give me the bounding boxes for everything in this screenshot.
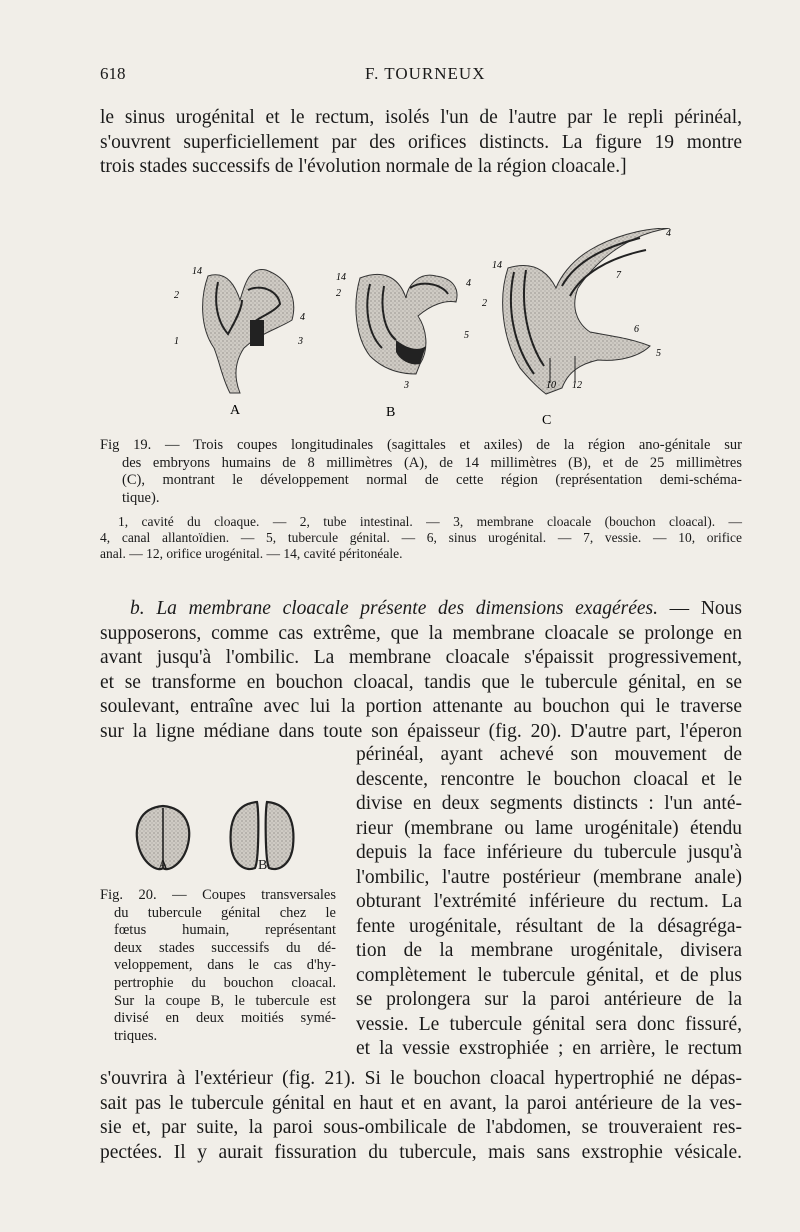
text-line: divise en deux segments distincts : l'un anté- (356, 793, 742, 814)
text-line: sur la ligne médiane dans toute son épaisseur (fig. 20). D'autre part, l'éperon (100, 720, 742, 742)
fig20-label-a: A (158, 858, 169, 873)
caption-line: tique). (122, 489, 160, 506)
fig19-ref: 12 (572, 380, 582, 391)
fig19-ref: 2 (174, 290, 179, 301)
fig19-ref: 5 (464, 330, 469, 341)
text-line: supposerons, comme cas extrême, que la membrane cloacale se prolonge en (100, 622, 742, 644)
fig19-ref: 6 (634, 324, 639, 335)
fig19-ref: 7 (616, 270, 621, 281)
caption-line: (C), montrant le développement normal de cette région (représentation demi-schéma- (122, 472, 742, 488)
text-line: pectées. Il y aurait fissuration du tubercule, mais sans exstrophie vésicale. (100, 1141, 742, 1163)
fig19-label-a: A (230, 403, 241, 418)
text-line: trois stades successifs de l'évolution normale de la région cloacale.] (100, 156, 627, 177)
figure-20-caption (100, 887, 336, 1045)
section-b-heading-rest: — Nous (669, 598, 743, 619)
section-b-heading: La membrane cloacale présente des dimensions exagérées. (156, 598, 658, 619)
figure-20-illustration (125, 768, 315, 878)
caption-line: pertrophie du bouchon cloacal. (114, 974, 336, 991)
fig19-label-c: C (542, 413, 552, 428)
caption-line: Sur la coupe B, le tubercule est (114, 992, 336, 1009)
text-line: sait pas le tubercule génital en haut et en avant, la paroi antérieure de la ves- (100, 1092, 742, 1114)
running-title: F. TOURNEUX (365, 64, 486, 83)
caption-line: des embryons humains de 8 millimètres (A), de 14 millimètres (B), et de 25 millimètres (122, 454, 742, 471)
legend-line: anal. — 12, orifice urogénital. — 14, cavité péritonéale. (100, 546, 403, 561)
fig19-ref: 4 (666, 228, 671, 239)
legend-line: 1, cavité du cloaque. — 2, tube intestinal. — 3, membrane cloacale (bouchon cloacal). — (118, 514, 742, 529)
text-line: vessie. Le tubercule génital sera donc fissuré, (356, 1013, 742, 1035)
fig19-ref: 14 (492, 260, 502, 271)
caption-line: fœtus humain, représentant (114, 922, 336, 939)
text-line: fente urogénitale, résultant de la désagréga- (356, 915, 742, 937)
text-line: tion de la membrane urogénitale, divisera (356, 940, 742, 961)
text-line: s'ouvrira à l'extérieur (fig. 21). Si le bouchon cloacal hypertrophié ne dépas- (100, 1068, 742, 1089)
panel-b-drawing (356, 274, 457, 374)
fig19-ref: 2 (482, 298, 487, 309)
fig19-label-b: B (386, 405, 396, 420)
text-line: obturant l'extrémité inférieure du rectum. La (356, 891, 742, 912)
text-line: complètement le tubercule génital, et de plus (356, 964, 742, 986)
running-header (100, 64, 740, 90)
text-line: et la vessie exstrophiée ; en arrière, le rectum (356, 1038, 742, 1059)
figure-19-legend (100, 514, 742, 562)
text-line: depuis la face inférieure du tubercule jusqu'à (356, 842, 742, 863)
text-line: descente, rencontre le bouchon cloacal et le (356, 768, 742, 790)
fig19-ref: 10 (546, 380, 556, 391)
intro-paragraph (100, 106, 742, 180)
figure-19-caption (100, 437, 742, 507)
section-b-paragraph (100, 597, 742, 744)
fig19-ref: 4 (300, 312, 305, 323)
caption-line: deux stades successifs du dé- (114, 939, 336, 956)
text-line: soulevant, entraîne avec lui la portion attenante au bouchon qui le traverse (100, 696, 742, 717)
fig19-ref: 2 (336, 288, 341, 299)
text-line: se prolongera sur la paroi antérieure de la (356, 989, 742, 1010)
text-line: rieur (membrane ou lame urogénitale) étendu (356, 817, 742, 839)
text-line: périnéal, ayant achevé son mouvement de (356, 744, 742, 765)
fig19-ref: 5 (656, 348, 661, 359)
fig19-ref: 14 (192, 266, 202, 277)
text-line: s'ouvrent superficiellement par des orifices distincts. La figure 19 montre (100, 131, 742, 153)
section-b-marker: b. (130, 598, 145, 619)
fig19-ref: 3 (298, 336, 303, 347)
fig19-ref: 1 (174, 336, 179, 347)
text-line: l'ombilic, l'autre postérieur (membrane anale) (356, 866, 742, 888)
panel-c-drawing (503, 228, 670, 394)
caption-line: divisé en deux moitiés symé- (114, 1010, 336, 1027)
caption-line: du tubercule génital chez le (114, 904, 336, 921)
caption-line: triques. (114, 1027, 158, 1044)
panel-a-drawing (203, 270, 294, 393)
section-b-heading-line (100, 597, 742, 622)
text-line: sie et, par suite, la paroi sous-ombilicale de l'abdomen, se trouveraient res- (100, 1117, 742, 1138)
right-column-text (356, 743, 742, 1062)
caption-line: veloppement, dans le cas d'hy- (114, 957, 336, 974)
text-line: avant jusqu'à l'ombilic. La membrane cloacale s'épaissit progressivement, (100, 647, 742, 668)
fig19-ref: 3 (404, 380, 409, 391)
legend-line: 4, canal allantoïdien. — 5, tubercule génital. — 6, sinus urogénital. — 7, vessie. — 10, orifice (100, 530, 742, 545)
text-line: le sinus urogénital et le rectum, isolés l'un de l'autre par le repli périnéal, (100, 107, 742, 128)
page-number: 618 (100, 64, 126, 83)
fig19-ref: 14 (336, 272, 346, 283)
figure-19-illustration (170, 228, 710, 428)
text-line: et se transforme en bouchon cloacal, tandis que le tubercule génital, en se (100, 671, 742, 693)
closing-paragraph (100, 1067, 742, 1165)
fig20-label-b: B (258, 858, 268, 873)
fig19-ref: 4 (466, 278, 471, 289)
caption-line: Fig 19. — Trois coupes longitudinales (sagittales et axiles) de la région ano-génitale sur (100, 437, 742, 453)
caption-line: Fig. 20. — Coupes transversales (100, 887, 336, 903)
